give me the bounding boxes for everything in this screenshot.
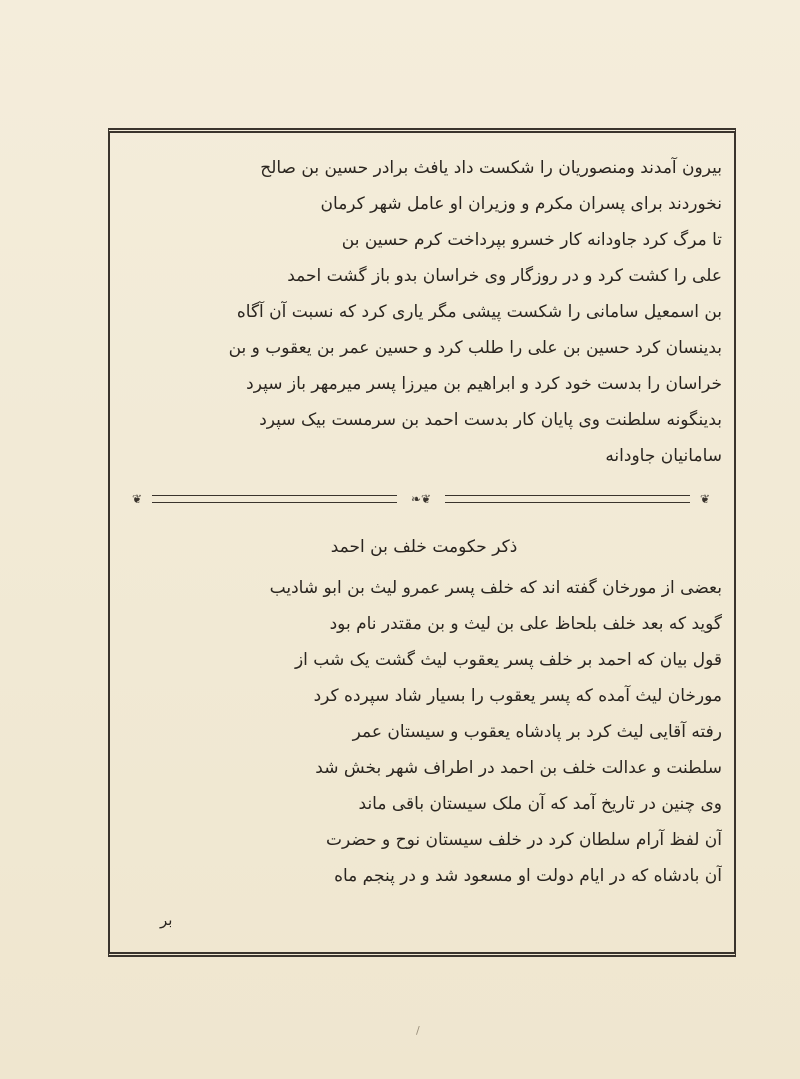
text-line: تا مرگ کرد جاودانه کار خسرو بپرداخت کرم حسین بن	[341, 230, 722, 250]
section-divider-ornament	[126, 492, 716, 506]
text-line: گوید که بعد خلف بلحاظ علی بن لیث و بن مقتدر نام بود	[329, 614, 722, 634]
pencil-mark: /	[416, 1024, 420, 1037]
divider-rule	[445, 495, 690, 503]
ornament-right-glyph: ❦	[699, 492, 711, 506]
text-line: خراسان را بدست خود کرد و ابراهیم بن میرزا پسر میرمهر باز سپرد	[246, 374, 722, 394]
lower-paragraph	[126, 570, 722, 942]
text-line: بیرون آمدند ومنصوریان را شکست داد یافث برادر حسین بن صالح	[260, 158, 722, 178]
text-line: رفته آقایی لیث کرد بر پادشاه یعقوب و سیستان عمر	[352, 722, 722, 742]
text-line: آن لفظ آرام سلطان کرد در خلف سیستان نوح و حضرت	[325, 830, 722, 850]
text-line: سلطنت و عدالت خلف بن احمد در اطراف شهر بخش شد	[315, 758, 722, 778]
text-line: بدینسان کرد حسین بن علی را طلب کرد و حسین عمر بن یعقوب و بن	[228, 338, 722, 358]
text-line: علی را کشت کرد و در روزگار وی خراسان بدو باز گشت احمد	[287, 266, 722, 286]
text-line: وی چنین در تاریخ آمد که آن ملک سیستان باقی ماند	[358, 794, 722, 814]
text-line: سامانیان جاودانه	[605, 446, 722, 466]
text-line: بعضی از مورخان گفته اند که خلف پسر عمرو لیث بن ابو شادیب	[269, 578, 722, 598]
divider-rule	[152, 495, 397, 503]
text-line: قول بیان که احمد بر خلف پسر یعقوب لیث گشت یک شب از	[294, 650, 722, 670]
text-line: نخوردند برای پسران مکرم و وزیران او عامل شهر کرمان	[320, 194, 722, 214]
ornament-left-glyph: ❦	[131, 492, 143, 506]
section-heading: ذکر حکومت خلف بن احمد	[330, 537, 518, 557]
text-line: بدینگونه سلطنت وی پایان کار بدست احمد بن سرمست بیک سپرد	[259, 410, 722, 430]
text-line: مورخان لیث آمده که پسر یعقوب را بسیار شاد سپرده کرد	[313, 686, 722, 706]
text-line: آن بادشاه که در ایام دولت او مسعود شد و در پنجم ماه	[334, 866, 722, 886]
ornament-center-glyph: ❧❦	[410, 492, 432, 506]
catchword: بر	[160, 911, 173, 929]
text-line: بن اسمعیل سامانی را شکست پیشی مگر یاری کرد که نسبت آن آگاه	[236, 302, 722, 322]
upper-paragraph	[126, 150, 722, 480]
